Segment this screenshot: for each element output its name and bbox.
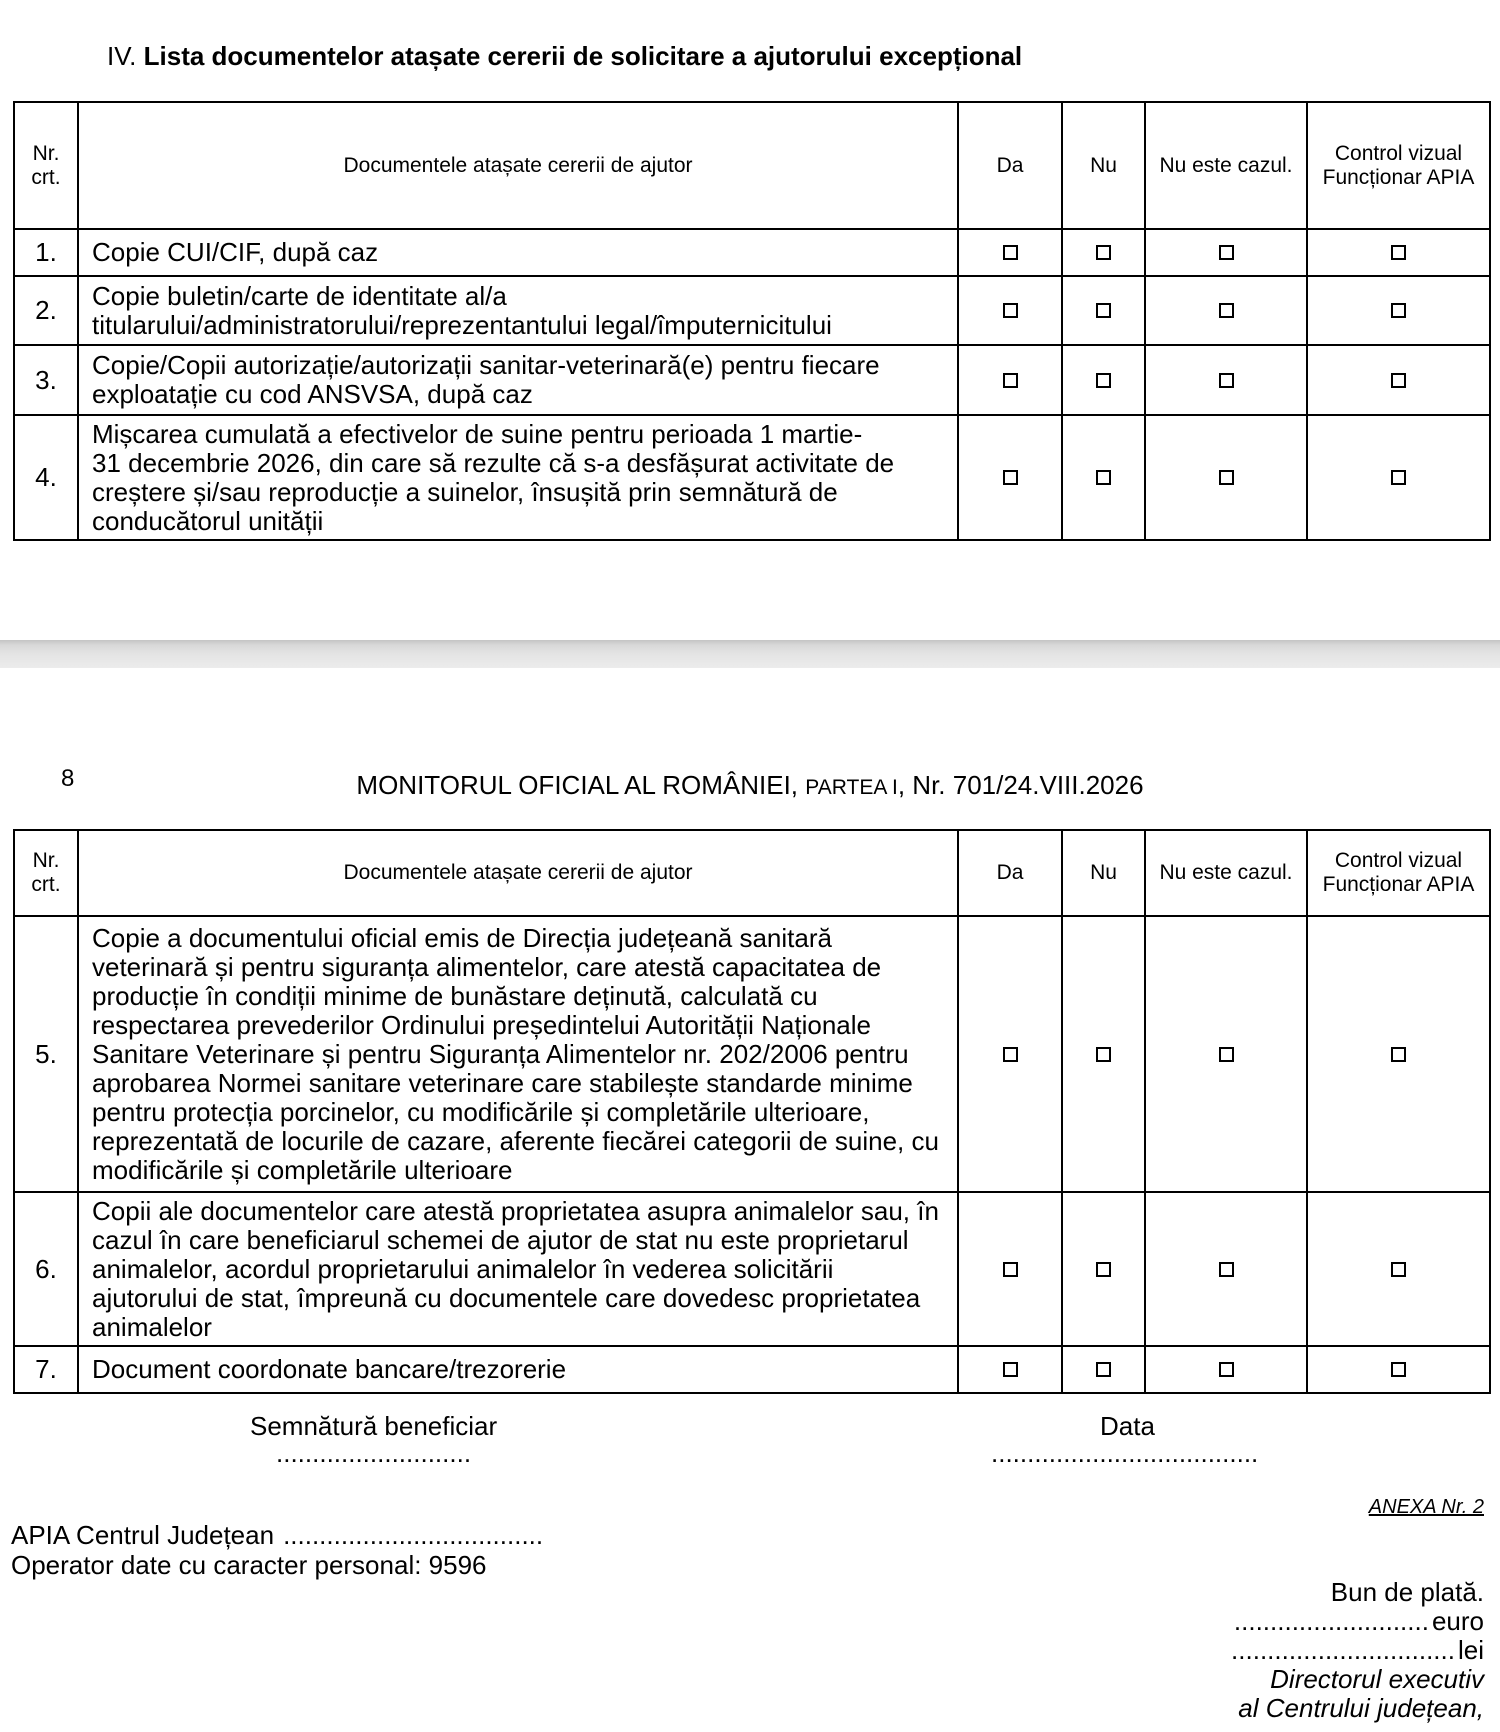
date-line[interactable]: ..................................... <box>991 1438 1259 1468</box>
checkbox-da[interactable] <box>1003 1047 1018 1062</box>
checkbox-control-vizual[interactable] <box>1391 373 1406 388</box>
table-row <box>14 1192 1490 1346</box>
cell-da <box>958 345 1062 415</box>
col-header-nu: Nu <box>1062 830 1145 916</box>
checkbox-da[interactable] <box>1003 1362 1018 1377</box>
cell-da <box>958 1192 1062 1346</box>
cell-control-vizual <box>1307 229 1490 276</box>
row-number: 1. <box>14 229 78 276</box>
document-description: Document coordonate bancare/trezorerie <box>78 1346 958 1393</box>
table-row <box>14 276 1490 345</box>
row-number: 4. <box>14 415 78 540</box>
director-title: Directorul executiv <box>1270 1664 1484 1694</box>
documents-table-1 <box>13 101 1491 541</box>
beneficiary-signature-label: Semnătură beneficiar <box>250 1411 498 1441</box>
page-number: 8 <box>61 765 75 792</box>
row-number: 5. <box>14 916 78 1192</box>
document-description: Copie buletin/carte de identitate al/a titularului/administratorului/reprezentantului legal/împuternicitului <box>78 276 958 345</box>
table-header-row <box>14 830 1490 916</box>
lei-amount-row <box>1231 1636 1484 1665</box>
apia-center-label: APIA Centrul Județean <box>11 1520 275 1550</box>
col-header-control-vizual: Control vizual Funcționar APIA <box>1307 830 1490 916</box>
date-label: Data <box>1100 1411 1155 1441</box>
checkbox-da[interactable] <box>1003 373 1018 388</box>
payment-label: Bun de plată. <box>1330 1577 1484 1607</box>
row-number: 2. <box>14 276 78 345</box>
cell-nu <box>1062 1192 1145 1346</box>
checkbox-da[interactable] <box>1003 303 1018 318</box>
checkbox-control-vizual[interactable] <box>1391 303 1406 318</box>
col-header-nu-este-cazul: Nu este cazul. <box>1145 102 1307 229</box>
cell-nu <box>1062 229 1145 276</box>
euro-amount-row <box>1231 1607 1484 1636</box>
page-break-separator <box>0 640 1500 668</box>
publication-name: MONITORUL OFICIAL AL ROMÂNIEI, <box>356 770 799 800</box>
col-header-nu: Nu <box>1062 102 1145 229</box>
cell-nu-este-cazul <box>1145 1346 1307 1393</box>
checkbox-nu-este-cazul[interactable] <box>1219 1047 1234 1062</box>
table-row <box>14 345 1490 415</box>
checkbox-nu[interactable] <box>1096 470 1111 485</box>
cell-control-vizual <box>1307 916 1490 1192</box>
cell-nu <box>1062 1346 1145 1393</box>
publication-part: PARTEA I <box>805 776 898 799</box>
personal-data-operator: Operator date cu caracter personal: 9596 <box>11 1550 487 1580</box>
checkbox-nu[interactable] <box>1096 245 1111 260</box>
document-description: Copii ale documentelor care atestă proprietatea asupra animalelor sau, în cazul în care beneficiarul schemei de ajutor de stat nu este proprietarul animalelor, acordul proprietarului animalelor în vederea solicitării ajutorului de stat, împreună cu documentele care dovedesc proprietatea animalelor <box>78 1192 958 1346</box>
checkbox-da[interactable] <box>1003 470 1018 485</box>
cell-nu <box>1062 276 1145 345</box>
checkbox-da[interactable] <box>1003 245 1018 260</box>
row-number: 3. <box>14 345 78 415</box>
col-header-nr-crt: Nr. crt. <box>14 830 78 916</box>
checkbox-nu-este-cazul[interactable] <box>1219 303 1234 318</box>
director-organization: al Centrului județean, <box>1238 1693 1484 1723</box>
cell-nu-este-cazul <box>1145 345 1307 415</box>
checkbox-da[interactable] <box>1003 1262 1018 1277</box>
cell-nu-este-cazul <box>1145 276 1307 345</box>
beneficiary-signature-line[interactable]: ........................... <box>276 1438 472 1468</box>
checkbox-nu[interactable] <box>1096 1047 1111 1062</box>
checkbox-nu[interactable] <box>1096 1262 1111 1277</box>
checkbox-nu[interactable] <box>1096 1362 1111 1377</box>
col-header-da: Da <box>958 830 1062 916</box>
cell-da <box>958 1346 1062 1393</box>
row-number: 7. <box>14 1346 78 1393</box>
cell-da <box>958 415 1062 540</box>
cell-da <box>958 229 1062 276</box>
table-row <box>14 916 1490 1192</box>
cell-control-vizual <box>1307 276 1490 345</box>
checkbox-nu-este-cazul[interactable] <box>1219 373 1234 388</box>
lei-unit: lei <box>1457 1635 1484 1665</box>
table-row <box>14 415 1490 540</box>
cell-da <box>958 916 1062 1192</box>
cell-nu-este-cazul <box>1145 916 1307 1192</box>
cell-nu-este-cazul <box>1145 229 1307 276</box>
document-description: Mișcarea cumulată a efectivelor de suine pentru perioada 1 martie- 31 decembrie 2026, din care să rezulte că s-a desfășurat activitate de creștere și/sau reproducție a suinelor, însușită prin semnătură de conducătorul unității <box>78 415 958 540</box>
document-description: Copie a documentului oficial emis de Direcția județeană sanitară veterinară și pentru siguranța alimentelor, care atestă capacitatea de producție în condiții minime de bunăstare deținută, calculată cu respectarea prevederilor Ordinului președintelui Autorității Naționale Sanitare Veterinare și pentru Siguranța Alimentelor nr. 202/2006 pentru aprobarea Normei sanitare veterinare care stabilește standarde minime pentru protecția porcinelor, cu modificările și completările ulterioare, reprezentată de locurile de cazare, aferente fiecărei categorii de suine, cu modificările și completările ulterioare <box>78 916 958 1192</box>
section-title <box>107 41 1022 71</box>
checkbox-nu-este-cazul[interactable] <box>1219 470 1234 485</box>
row-number: 6. <box>14 1192 78 1346</box>
cell-nu-este-cazul <box>1145 1192 1307 1346</box>
col-header-nr-crt: Nr. crt. <box>14 102 78 229</box>
col-header-documents: Documentele atașate cererii de ajutor <box>78 102 958 229</box>
checkbox-control-vizual[interactable] <box>1391 1362 1406 1377</box>
cell-control-vizual <box>1307 415 1490 540</box>
cell-nu <box>1062 415 1145 540</box>
publication-header <box>0 770 1500 803</box>
table-header-row <box>14 102 1490 229</box>
cell-control-vizual <box>1307 1192 1490 1346</box>
cell-nu <box>1062 916 1145 1192</box>
section-title-text: Lista documentelor atașate cererii de solicitare a ajutorului excepțional <box>143 41 1023 71</box>
checkbox-control-vizual[interactable] <box>1391 1262 1406 1277</box>
payment-approval-block <box>1231 1578 1484 1723</box>
annex-title: ANEXA Nr. 2 <box>1368 1496 1484 1518</box>
checkbox-control-vizual[interactable] <box>1391 245 1406 260</box>
checkbox-nu-este-cazul[interactable] <box>1219 1362 1234 1377</box>
cell-nu-este-cazul <box>1145 415 1307 540</box>
col-header-documents: Documentele atașate cererii de ajutor <box>78 830 958 916</box>
document-description: Copie CUI/CIF, după caz <box>78 229 958 276</box>
cell-control-vizual <box>1307 1346 1490 1393</box>
apia-center-line[interactable]: .................................... <box>283 1520 544 1550</box>
document-description: Copie/Copii autorizație/autorizații sanitar-veterinară(e) pentru fiecare exploatație cu cod ANSVSA, după caz <box>78 345 958 415</box>
documents-table-2 <box>13 829 1491 1394</box>
lei-amount-line[interactable]: ............................... <box>1231 1635 1455 1665</box>
apia-center-field <box>11 1520 543 1550</box>
table-row <box>14 229 1490 276</box>
table-row <box>14 1346 1490 1393</box>
checkbox-nu[interactable] <box>1096 303 1111 318</box>
checkbox-control-vizual[interactable] <box>1391 1047 1406 1062</box>
cell-da <box>958 276 1062 345</box>
col-header-nu-este-cazul: Nu este cazul. <box>1145 830 1307 916</box>
euro-unit: euro <box>1431 1606 1484 1636</box>
cell-nu <box>1062 345 1145 415</box>
col-header-da: Da <box>958 102 1062 229</box>
col-header-control-vizual: Control vizual Funcționar APIA <box>1307 102 1490 229</box>
section-number: IV. <box>107 41 137 71</box>
publication-issue: , Nr. 701/24.VIII.2026 <box>897 770 1144 800</box>
checkbox-control-vizual[interactable] <box>1391 470 1406 485</box>
cell-control-vizual <box>1307 345 1490 415</box>
checkbox-nu[interactable] <box>1096 373 1111 388</box>
euro-amount-line[interactable]: ........................... <box>1233 1606 1429 1636</box>
checkbox-nu-este-cazul[interactable] <box>1219 1262 1234 1277</box>
checkbox-nu-este-cazul[interactable] <box>1219 245 1234 260</box>
